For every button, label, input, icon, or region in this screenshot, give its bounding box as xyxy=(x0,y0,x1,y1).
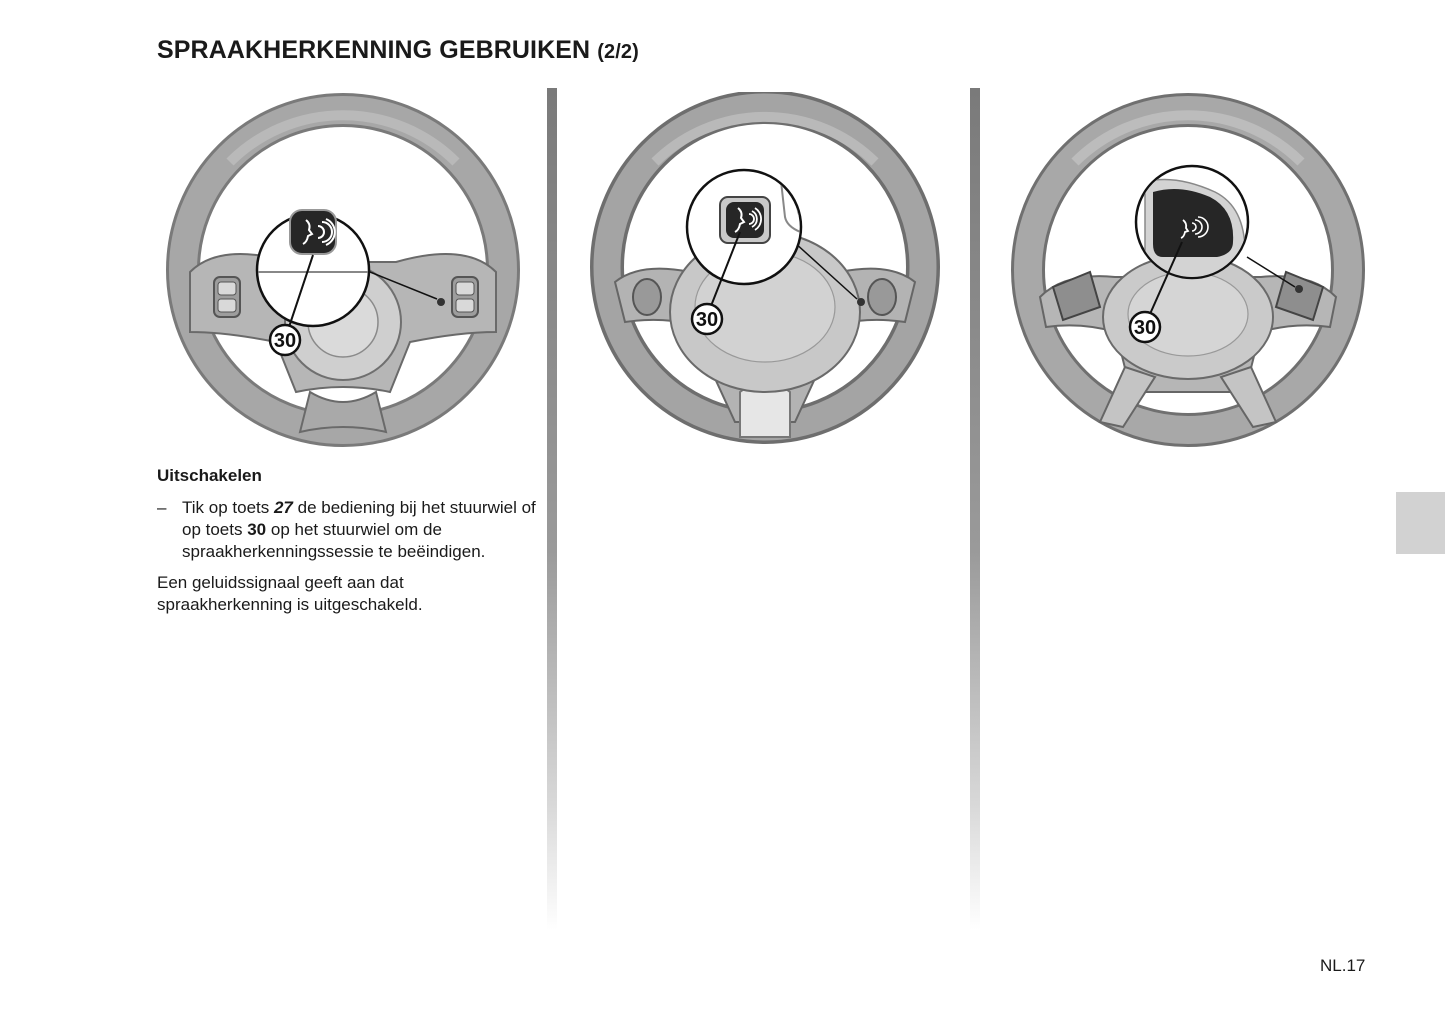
instruction-part-3: op het stuurwiel om de spraakherkenningssessie te beëindigen. xyxy=(182,520,486,561)
voice-button-location xyxy=(1295,285,1303,293)
callout-30-label: 30 xyxy=(1133,317,1157,339)
key-27: 27 xyxy=(273,498,293,517)
key-30: 30 xyxy=(247,520,267,539)
instruction-step xyxy=(157,497,537,563)
voice-button-location xyxy=(437,298,445,306)
callout-30-label: 30 xyxy=(695,309,719,331)
title-suffix: (2/2) xyxy=(597,41,639,63)
voice-recognition-icon xyxy=(726,202,764,238)
steering-wheel-figure-3 xyxy=(1005,92,1375,452)
voice-recognition-icon xyxy=(290,210,336,254)
info-paragraph: Een geluidssignaal geeft aan dat spraakherkenning is uitgeschakeld. xyxy=(157,573,423,614)
list-dash: – xyxy=(157,498,167,517)
page-title xyxy=(157,36,639,65)
title-text: SPRAAKHERKENNING GEBRUIKEN xyxy=(157,36,591,64)
column-divider-right xyxy=(970,88,980,930)
instruction-part-2: de bediening bij het stuurwiel of op toets xyxy=(182,498,536,539)
instruction-text xyxy=(182,497,537,563)
section-heading-uitschakelen: Uitschakelen xyxy=(157,466,262,485)
callout-30-label: 30 xyxy=(273,330,297,352)
column-divider-left xyxy=(547,88,557,930)
instruction-part-1: Tik op toets xyxy=(182,498,274,517)
page-number: NL.17 xyxy=(1320,956,1366,975)
chapter-tab xyxy=(1396,492,1445,554)
steering-wheel-figure-2 xyxy=(580,92,950,452)
voice-button-location xyxy=(857,298,865,306)
steering-wheel-figure-1 xyxy=(160,92,530,452)
